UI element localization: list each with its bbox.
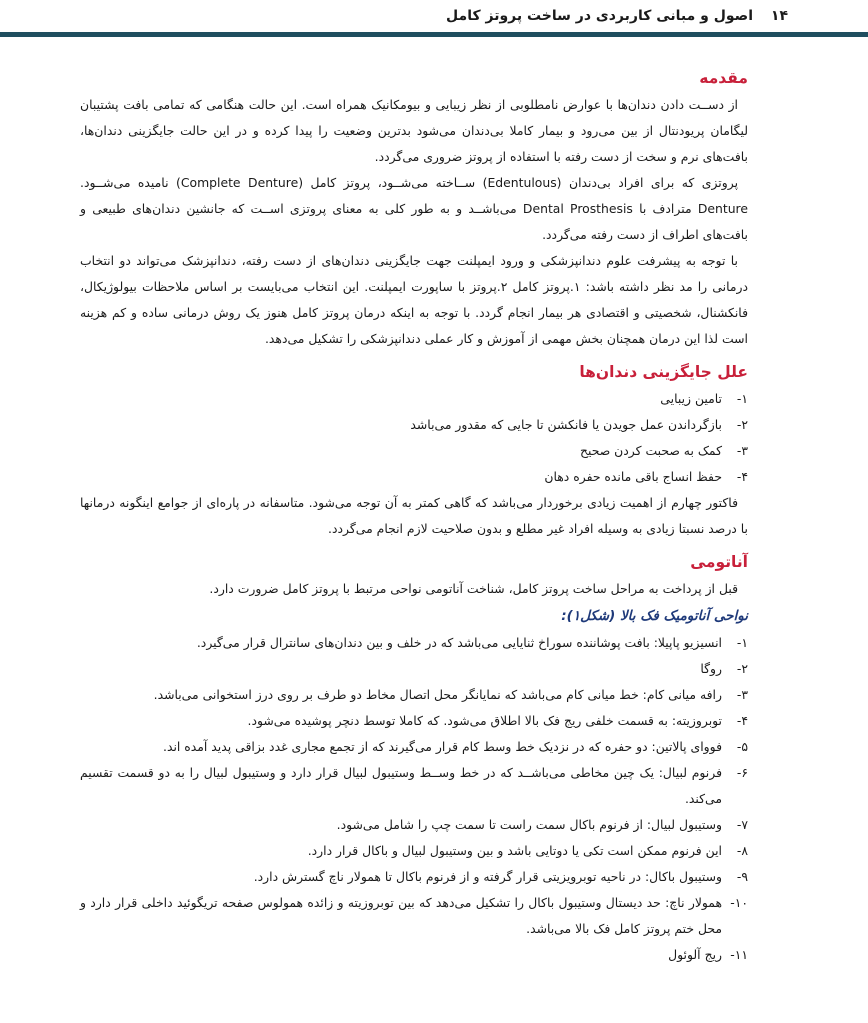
intro-paragraph-1: از دســت دادن دندان‌ها با عوارض نامطلوبی از نظر زیبایی و بیومکانیک همراه است. این حالت هنگامی که تمامی بافت پشتیبان لیگامان پریودنتال از بین می‌رود و بیمار کاملا بی‌دندان می‌شود بدترین وضعیت را پیدا کرده و در این حالت جایگزینی دندان‌ها، بافت‌های نرم و سخت از دست رفته با استفاده از پروتز ضروری می‌گردد. [80,97,748,164]
list-item-number: ۶- [736,765,748,780]
list-item-number: ۱۰- [730,895,748,910]
header-rule [0,32,868,37]
list-item-number: ۱- [736,391,748,406]
list-item-number: ۴- [736,469,748,484]
list-item-number: ۱- [736,635,748,650]
list-item [80,656,748,682]
list-item-number: ۷- [736,817,748,832]
list-item-text: ریج آلوئول [668,947,722,962]
list-item [80,630,748,656]
list-item-text: فووای پالاتین: دو حفره که در نزدیک خط وسط کام قرار می‌گیرند که از تجمع مجاری غدد بزاقی پدید آمده اند. [163,739,722,754]
page-number: ۱۴ [770,8,788,24]
reasons-list [80,386,748,490]
list-item-number: ۸- [736,843,748,858]
list-item-text: توبروزیته: به قسمت خلفی ریج فک بالا اطلاق می‌شود. که کاملا توسط دنچر پوشیده می‌شود. [247,713,722,728]
list-item [80,386,748,412]
list-item-number: ۹- [736,869,748,884]
list-item-number: ۵- [736,739,748,754]
section-heading-intro: مقدمه [699,69,748,87]
list-item-text: بازگرداندن عمل جویدن یا فانکشن تا جایی که مقدور می‌باشد [410,417,722,432]
list-item-text: انسیزیو پاپیلا: بافت پوشاننده سوراخ ثنایایی می‌باشد که در خلف و بین دندان‌های سانترال قرار می‌گیرد. [196,635,722,650]
list-item [80,464,748,490]
list-item-text: کمک به صحبت کردن صحیح [579,443,722,458]
list-item-number: ۲- [736,661,748,676]
list-item [80,942,748,968]
list-item-number: ۱۱- [730,947,748,962]
list-item [80,838,748,864]
subsection-heading-upper-jaw: نواحی آناتومیک فک بالا (شکل۱): [561,608,748,624]
list-item-text: حفظ انساج باقی مانده حفره دهان [544,469,722,484]
list-item [80,708,748,734]
reasons-note: فاکتور چهارم از اهمیت زیادی برخوردار می‌باشد که گاهی کمتر به آن توجه می‌شود. متاسفانه در پاره‌ای از جوامع اینگونه درمانها با درصد نسبتا زیادی به وسیله افراد غیر مطلع و بدون صلاحیت لازم انجام می‌گردد. [80,495,748,536]
section-heading-reasons: علل جایگزینی دندان‌ها [579,363,748,381]
list-item [80,890,748,942]
list-item [80,412,748,438]
list-item-text: رافه میانی کام: خط میانی کام می‌باشد که نمایانگر محل اتصال مخاط دو طرف بر روی درز استخوانی می‌باشد. [153,687,722,702]
list-item-text: تامین زیبایی [660,391,722,406]
list-item-text: وستیبول لبیال: از فرنوم باکال سمت راست تا سمت چپ را شامل می‌شود. [336,817,722,832]
intro-paragraph-3: با توجه به پیشرفت علوم دندانپزشکی و ورود ایمپلنت جهت جایگزینی دندان‌های از دست رفته، دندانپزشک می‌تواند دو انتخاب درمانی را مد نظر داشته باشد: ۱.پروتز کامل ۲.پروتز با ساپورت ایمپلنت. این انتخاب می‌بایست بر اساس ملاحظات بیولوژیکال، فانکشنال، شخصیتی و اقتصادی هر بیمار انجام گردد. با توجه به اینکه درمان پروتز کامل هنوز یک روش درمانی ساده و کم هزینه است لذا این درمان همچنان بخش مهمی از آموزش و کار عملی دندانپزشکی را تشکیل می‌دهد. [80,253,748,346]
list-item-text: این فرنوم ممکن است تکی یا دوتایی باشد و بین وستیبول لبیال و باکال قرار دارد. [307,843,722,858]
list-item [80,812,748,838]
list-item-text: همولار ناچ: حد دیستال وستیبول باکال را تشکیل می‌دهد که بین توبروزیته و زائده همولوس صفحه تریگوئید داخلی قرار دارد و محل ختم پروتز کامل فک بالا می‌باشد. [80,895,722,936]
list-item [80,734,748,760]
list-item [80,864,748,890]
list-item [80,760,748,812]
list-item-number: ۳- [736,687,748,702]
list-item-number: ۳- [736,443,748,458]
list-item-text: روگا [700,661,722,676]
page-header [0,0,868,34]
running-title: اصول و مبانی کاربردی در ساخت پروتز کامل [446,8,753,24]
page-content [80,64,748,968]
upper-jaw-list [80,630,748,968]
list-item-number: ۲- [736,417,748,432]
list-item-text: فرنوم لبیال: یک چین مخاطی می‌باشــد که در خط وســط وستیبول لبیال قرار دارد و وستیبول لبیال را به دو قسمت تقسیم می‌کند. [80,765,722,806]
list-item-number: ۴- [736,713,748,728]
list-item-text: وستیبول باکال: در ناحیه توبرویزیتی قرار گرفته و از فرنوم باکال تا همولار ناچ گسترش دارد. [253,869,722,884]
section-heading-anatomy: آناتومی [690,553,748,571]
list-item [80,438,748,464]
list-item [80,682,748,708]
intro-paragraph-2: پروتزی که برای افراد بی‌دندان (Edentulous) ســاخته می‌شــود، پروتز کامل (Complete Denture) نامیده می‌شــود. Denture مترادف با Dental Prosthesis می‌باشــد و به طور کلی به معنای پروتزی اســت که جانشین دندان‌های طبیعی و بافت‌های اطراف از دست رفته می‌گردد. [80,175,748,242]
anatomy-paragraph: قبل از پرداخت به مراحل ساخت پروتز کامل، شناخت آناتومی نواحی مرتبط با پروتز کامل ضرورت دارد. [209,581,738,596]
